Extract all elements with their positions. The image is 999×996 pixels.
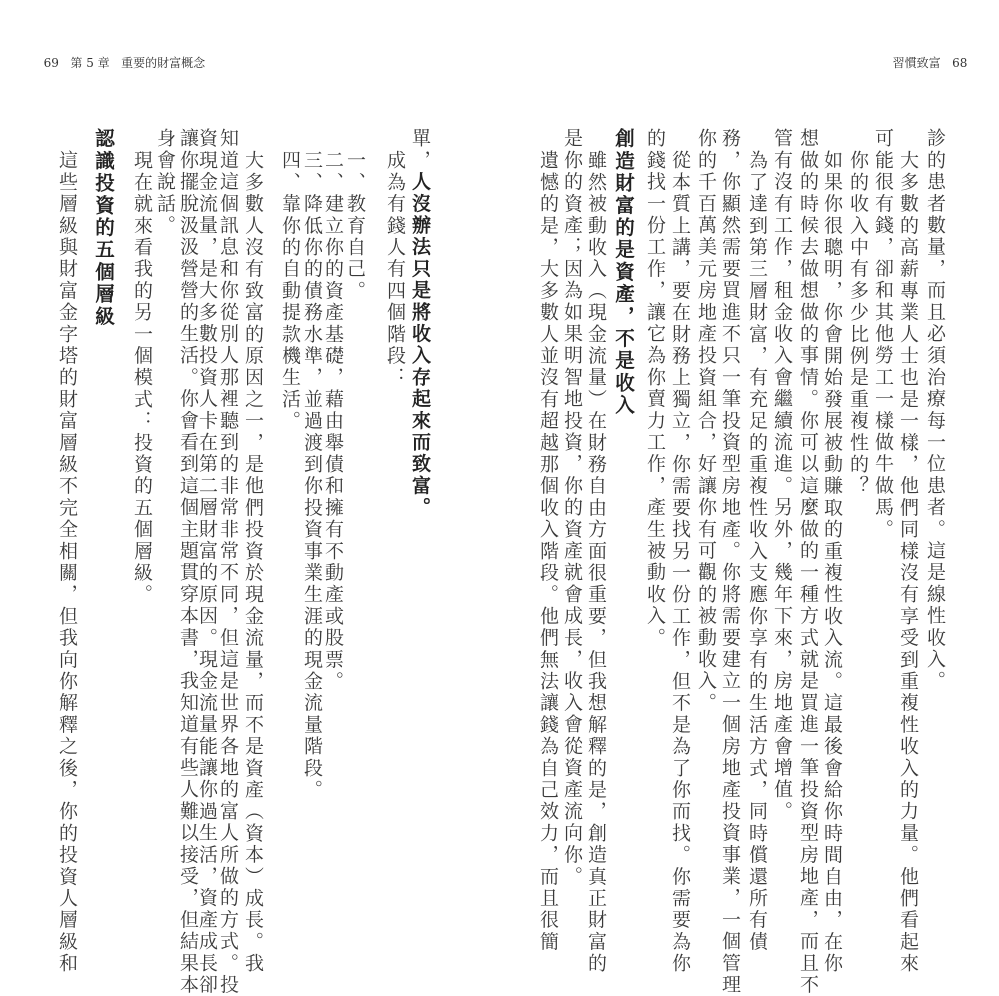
text-column: 遺憾的是，大多數人並沒有超越那個收入階段。他們無法讓錢為自己效力，而且很簡: [537, 150, 559, 953]
text-column: 的錢找一份工作，讓它為你賣力工作，產生被動收入。: [644, 128, 666, 649]
text-column: 你的收入中有多少比例是重複性的？: [847, 150, 869, 498]
section-heading: 認識投資的五個層級: [92, 128, 115, 328]
text-lead: 單，: [409, 128, 431, 172]
left-running-header: [36, 40, 205, 71]
stage-item: 三、降低你的債務水準，並過渡到你投資事業生涯的現金流量階段。: [301, 150, 323, 801]
section-heading: 創造財富的是資產，不是收入: [612, 128, 635, 417]
stage-item: 二、建立你的資產基礎，藉由舉債和擁有不動產或股票。: [322, 150, 344, 693]
text-column: 大多數的高薪專業人士也是一樣，他們同樣沒有享受到重複性收入的力量。他們看起來: [897, 150, 919, 975]
text-column: 為了達到第三層財富，有充足的重複性收入支應你享有的生活方式，同時償還所有債: [746, 150, 768, 953]
text-column: 成為有錢人有四個階段：: [384, 150, 406, 389]
text-column: 診的患者數量，而且必須治療每一位患者。這是線性收入。: [924, 128, 946, 693]
text-column: 這些層級與財富金字塔的財富層級不完全相關，但我向你解釋之後，你的投資人層級和: [56, 150, 78, 975]
chapter-title: 重要的財富概念: [121, 56, 206, 70]
emphasized-text: 人沒辦法只是將收入存起來而致富。: [409, 171, 431, 519]
text-column: 你的千百萬美元房地產投資組合，好讓你有可觀的被動收入。: [695, 128, 717, 714]
text-column: 資現金流量，是大多數投資人卡在第二層財富的原因。現金流量能讓你過生活，資產成長卻: [196, 128, 218, 996]
chapter-label: 第 5 章: [70, 56, 110, 70]
text-column: 身會說話。: [154, 128, 176, 237]
text-column: 知道這個訊息和你從別人那裡聽到的非常非常不同，但這是世界各地的富人所做的方式。投: [217, 128, 239, 996]
stage-item: 四、靠你的自動提款機生活。: [279, 150, 301, 433]
right-running-header: [885, 40, 967, 71]
text-column: 雖然被動收入（現金流量）在財務自由方面很重要，但我想解釋的是，創造真正財富的: [585, 150, 607, 975]
text-column: 是你的資產；因為如果明智地投資，你的資產就會成長，收入會從資產流向你。: [561, 128, 583, 888]
text-column: 如果你很聰明，你會開始發展被動賺取的重複性收入流。這最後會給你時間自由，在你: [821, 150, 843, 975]
left-page-number: 69: [43, 56, 59, 70]
text-column: [409, 128, 431, 519]
text-column: 大多數人沒有致富的原因之一，是他們投資於現金流量，而不是資產（資本）成長。我: [242, 150, 264, 975]
text-column: 讓你擺脫汲汲營營的生活。你會看到這個主題貫穿本書，我知道有些人難以接受，但結果本: [177, 128, 199, 996]
text-column: 現在就來看我的另一個模式：投資的五個層級。: [131, 150, 153, 606]
text-column: 想做的時候去做想做的事情。你可以這麼做的一種方式就是買進一筆投資型房地產，而且不: [797, 128, 819, 996]
text-column: 從本質上講，要在財務上獨立，你需要找另一份工作，但不是為了你而找。你需要為你: [669, 150, 691, 975]
text-column: 管有沒有工作，租金收入會繼續流進。另外，幾年下來，房地產會增值。: [771, 128, 793, 823]
right-page-number: 68: [952, 56, 968, 70]
text-column: 可能很有錢，卻和其他勞工一樣做牛做馬。: [872, 128, 894, 541]
stage-item: 一、教育自己。: [344, 150, 366, 302]
text-column: 務，你顯然需要買進不只一筆投資型房地產。你將需要建立一個房地產投資事業，一個管理: [719, 128, 741, 996]
book-title: 習慣致富: [892, 56, 941, 70]
